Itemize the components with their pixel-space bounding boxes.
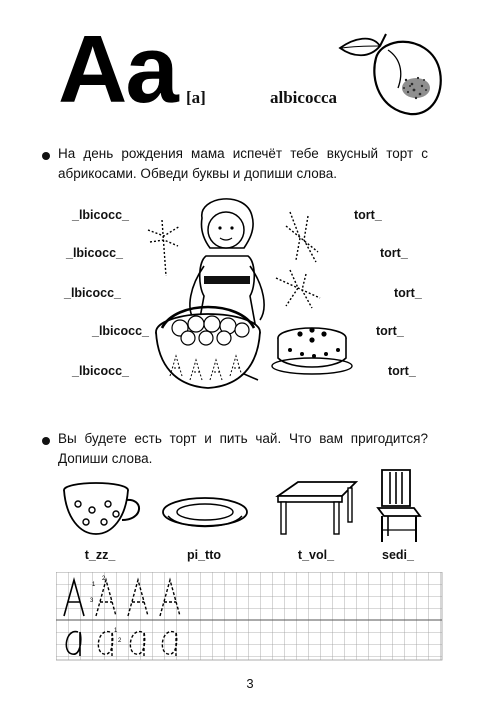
big-letter-aa: Aa — [58, 16, 177, 123]
task2-text: Вы будете есть торт и пить чай. Что вам пригодится? Допиши слова. — [58, 431, 428, 466]
dragonfly-icon — [286, 212, 318, 262]
tracing-word-left-2: _lbicocc_ — [66, 246, 123, 260]
tracing-word-left-3: _lbicocc_ — [64, 286, 121, 300]
plate-icon — [160, 494, 250, 534]
dragonfly-icon — [276, 270, 320, 308]
task1-text: На день рождения мама испечёт тебе вкусный торт с абрикосами. Обведи буквы и допиши слова. — [58, 146, 428, 181]
cake-icon — [272, 327, 352, 374]
keyword-label: albicocca — [270, 88, 338, 107]
item-label-cup: t_zz_ — [84, 548, 116, 562]
tracing-word-left-1: _lbicocc_ — [72, 208, 129, 222]
tracing-word-right-3: tort_ — [394, 286, 422, 300]
stroke-number: 1 — [114, 628, 118, 634]
handwriting-grid — [56, 572, 444, 662]
item-label-table: t_vol_ — [297, 548, 335, 562]
tracing-word-left-5: _lbicocc_ — [72, 364, 129, 378]
bullet-task2 — [42, 437, 50, 445]
cup-icon — [58, 478, 144, 540]
stroke-number: 3 — [90, 598, 94, 604]
tracing-word-left-4: _lbicocc_ — [92, 324, 149, 338]
stroke-number: 2 — [118, 638, 122, 644]
tracing-word-right-5: tort_ — [388, 364, 416, 378]
stroke-number: 1 — [92, 582, 96, 588]
tracing-word-right-2: tort_ — [380, 246, 408, 260]
girl-with-basket-illustration — [140, 190, 375, 400]
stroke-number: 2 — [102, 576, 106, 582]
chair-icon — [372, 466, 428, 544]
bullet-task1 — [42, 152, 50, 160]
tracing-word-right-4: tort_ — [376, 324, 404, 338]
apricot-icon — [328, 28, 448, 120]
item-label-chair: sedi_ — [382, 548, 414, 562]
table-icon — [272, 476, 360, 538]
page-number: 3 — [246, 676, 254, 691]
dragonfly-icon — [148, 220, 180, 276]
phoneme-label: [a] — [186, 88, 206, 107]
tracing-word-right-1: tort_ — [354, 208, 382, 222]
item-label-plate: pi_tto — [186, 548, 222, 562]
